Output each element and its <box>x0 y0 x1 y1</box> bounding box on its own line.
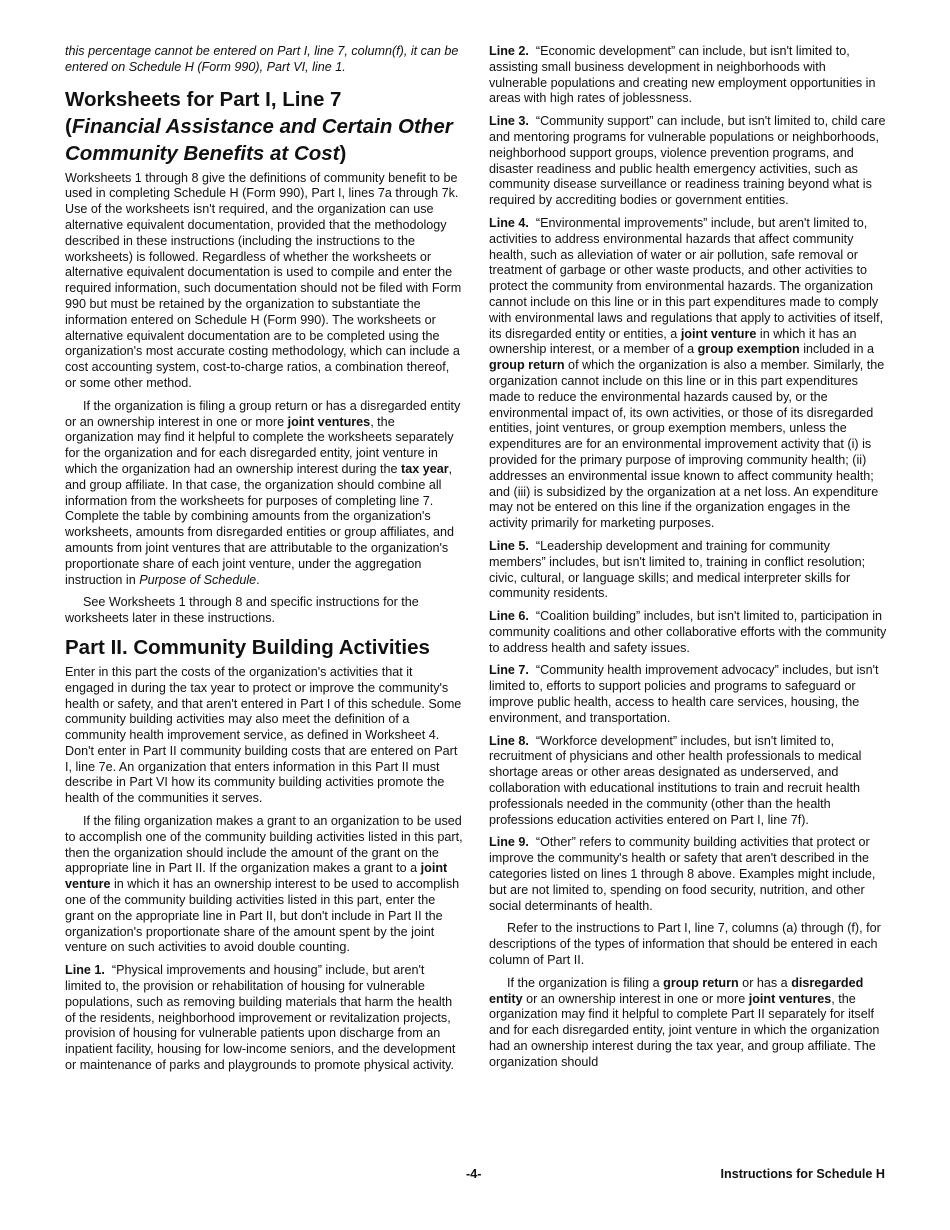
line-4-paragraph <box>489 216 887 532</box>
text-run: If the filing organization makes a grant to an organization to be used to accomplish one of the community building activities listed in this part, then the organization should include the amount of the grant on the appropriate line in Part II. If the organization makes a grant to a <box>65 814 463 876</box>
page-number: -4- <box>466 1167 482 1181</box>
worksheets-heading <box>65 86 463 167</box>
line-3-label: Line 3. <box>489 114 529 129</box>
line-7-text: “Community health improvement advocacy” includes, but isn't limited to, efforts to support policies and programs to safeguard or improve public health, access to health care services, housing, the environment, and transportation. <box>489 663 879 725</box>
left-column <box>65 44 463 1081</box>
worksheets-heading-italic: Financial Assistance and Certain Other Community Benefits at Cost <box>65 114 453 165</box>
line-8-text: “Workforce development” includes, but isn't limited to, recruitment of physicians and other health professionals to medical shortage areas or other areas designated as underserved, and collaboration with educational institutions to train and recruit health professionals needed in the community (other than the health professions education activities entered on Part I, line 7f). <box>489 733 862 827</box>
term-tax-year: tax year <box>401 461 449 476</box>
text-run: , and group affiliate. In that case, the organization should combine all information from the worksheets for purposes of completing line 7. Complete the table by combining amounts from the organization's worksheets, amounts from disregarded entities or group affiliates, and amounts from joint ventures that are attributable to the organization's proportionate share of each joint venture, under the aggregation instruction in <box>65 461 454 587</box>
text-run: If the organization is filing a <box>507 975 664 990</box>
line-9-text: “Other” refers to community building activities that protect or improve the community's health or safety that aren't described in the categories listed on lines 1 through 8 above. Examples might include, but are not limited to, spending on food security, nutrition, and other social determinants of health. <box>489 835 876 913</box>
line-6-text: “Coalition building” includes, but isn't limited to, participation in community coalitions and other collaborative efforts with the community to address health and safety issues. <box>489 609 887 655</box>
term-group-return: group return <box>489 358 565 373</box>
line-7-label: Line 7. <box>489 663 529 678</box>
ref-purpose-of-schedule: Purpose of Schedule <box>139 572 257 587</box>
part-ii-paragraph-2 <box>65 814 463 956</box>
right-column <box>489 44 887 1078</box>
refer-paragraph: Refer to the instructions to Part I, line 7, columns (a) through (f), for descriptions of the types of information that should be entered in each column of Part II. <box>489 921 881 968</box>
group-return-paragraph <box>489 976 887 1071</box>
part-ii-paragraph-1: Enter in this part the costs of the organization's activities that it engaged in during the tax year to protect or improve the community's health or safety, and that aren't entered in Part I of this schedule. Some community building activities may also meet the definition of a community health improvement service, as defined in Worksheet 4. Don't enter in Part II community building costs that are entered on Part I, line 7e. An organization that enters information in this Part II must describe in Part VI how its community building activities promote the health of the communities it serves. <box>65 664 462 806</box>
term-joint-venture: joint venture <box>65 861 448 892</box>
term-disregarded-entity: disregarded entity <box>489 975 864 1006</box>
text-run: . <box>256 572 260 587</box>
line-9-paragraph <box>489 835 887 914</box>
text-run: or an ownership interest in one or more <box>522 991 749 1006</box>
part-ii-heading: Part II. Community Building Activities <box>65 635 430 659</box>
worksheets-heading-line1: Worksheets for Part I, Line 7 <box>65 87 342 111</box>
line-6-label: Line 6. <box>489 609 529 624</box>
line-2-text: “Economic development” can include, but isn't limited to, assisting small business development in neighborhoods with vulnerable populations and creating new employment opportunities in areas with high rates of joblessness. <box>489 44 876 106</box>
line-5-label: Line 5. <box>489 538 529 553</box>
text-run: in which it has an ownership interest, or a member of a <box>489 326 857 357</box>
worksheets-heading-close-paren: ) <box>339 141 347 165</box>
line-1-text: “Physical improvements and housing” include, but aren't limited to, the provision or rehabilitation of housing for vulnerable populations, such as removing building materials that harm the health of the residents, neighborhood improvement or revitalization projects, provision of housing for vulnerable patients upon discharge from an inpatient facility, housing for low-income seniors, and the development or maintenance of parks and playgrounds to promote physical activity. <box>65 963 456 1073</box>
line-1-label: Line 1. <box>65 963 105 978</box>
term-joint-venture: joint venture <box>680 326 757 341</box>
worksheets-heading-open-paren: ( <box>65 114 72 138</box>
text-run: of which the organization is also a member. Similarly, the organization cannot include on this line or in this part expenditures made to reduce the environmental hazards caused by, or the environmental impact of, its own activities, or those of its disregarded entities, joint ventures, or group exemption members, unless the expenditures are for an environmental improvement activity that (i) is provided for the primary purpose of improving community health; (ii) addresses an environmental issue known to affect community health; and (iii) is subsidized by the organization at a net loss. An expenditure may not be entered on this line if the organization engages in the activity primarily for marketing purposes. <box>489 358 885 531</box>
text-run: , the organization may find it helpful to complete the worksheets separately for the organization and for each disregarded entity, joint venture in which the organization had an ownership interest during the <box>65 414 454 476</box>
intro-italic-paragraph: this percentage cannot be entered on Part I, line 7, column(f), it can be entered on Schedule H (Form 990), Part VI, line 1. <box>65 44 459 74</box>
text-run: “Environmental improvements” include, but aren't limited to, activities to address environmental hazards that affect community health, such as alleviation of water or air pollution, safe removal or treatment of garbage or other waste products, and other activities to protect the community from environmental hazards. The organization cannot include on this line or in this part expenditures made to comply with environmental laws and regulations that apply to activities of itself, its disregarded entity or entities, a <box>489 215 884 341</box>
line-7-paragraph <box>489 663 887 726</box>
line-6-paragraph <box>489 609 887 656</box>
line-1-paragraph <box>65 963 463 1074</box>
text-run: in which it has an ownership interest to be used to accomplish one of the community building activities listed in this part, enter the grant on the appropriate line in Part II, but don't include in Part II the organization's proportionate share of the amount spent by the joint venture on such activities to avoid double counting. <box>65 877 460 955</box>
text-run: , the organization may find it helpful to complete Part II separately for itself and for each disregarded entity, joint venture in which the organization had an ownership interest during the tax year, and group affiliate. The organization should <box>489 991 880 1069</box>
line-2-paragraph <box>489 44 887 107</box>
worksheets-paragraph-3: See Worksheets 1 through 8 and specific instructions for the worksheets later in these instructions. <box>65 595 419 626</box>
line-4-label: Line 4. <box>489 215 529 230</box>
term-joint-ventures: joint ventures <box>748 991 832 1006</box>
line-8-label: Line 8. <box>489 733 529 748</box>
line-9-label: Line 9. <box>489 835 529 850</box>
line-5-paragraph <box>489 539 887 602</box>
worksheets-paragraph-2 <box>65 399 463 589</box>
term-joint-ventures: joint ventures <box>287 414 371 429</box>
line-3-text: “Community support” can include, but isn't limited to, child care and mentoring programs for vulnerable populations or neighborhoods, neighborhood support groups, violence prevention programs, and disaster readiness and public health emergency activities, such as community disease surveillance or readiness training beyond what is required by accrediting bodies or government entities. <box>489 114 886 208</box>
text-run: or has a <box>738 975 792 990</box>
line-5-text: “Leadership development and training for community members” includes, but isn't limited to, training in conflict resolution; civic, cultural, or language skills; and medical interpreter skills for community residents. <box>489 538 866 601</box>
footer-title: Instructions for Schedule H <box>720 1167 885 1181</box>
term-group-exemption: group exemption <box>697 342 800 357</box>
line-3-paragraph <box>489 114 887 209</box>
line-8-paragraph <box>489 734 887 829</box>
line-2-label: Line 2. <box>489 44 529 58</box>
text-run: If the organization is filing a group return or has a disregarded entity or an ownership interest in one or more <box>65 398 461 429</box>
term-group-return: group return <box>663 975 739 990</box>
text-run: included in a <box>799 342 874 357</box>
worksheets-paragraph-1: Worksheets 1 through 8 give the definitions of community benefit to be used in completing Schedule H (Form 990), Part I, lines 7a through 7k. Use of the worksheets isn't required, and the organization can use alternative equivalent documentation, provided that the methodology described in these instructions (including the instructions to the worksheets) is followed. Regardless of whether the worksheets or alternative equivalent documentation is used to compile and enter the required information, such documentation should not be filed with Form 990 but must be retained by the organization to substantiate the information entered on Schedule H (Form 990). The worksheets or alternative equivalent documentation are to be completed using the organization's most accurate costing methodology, which can include a cost accounting system, cost-to-charge ratios, a combination thereof, or some other method. <box>65 170 462 390</box>
